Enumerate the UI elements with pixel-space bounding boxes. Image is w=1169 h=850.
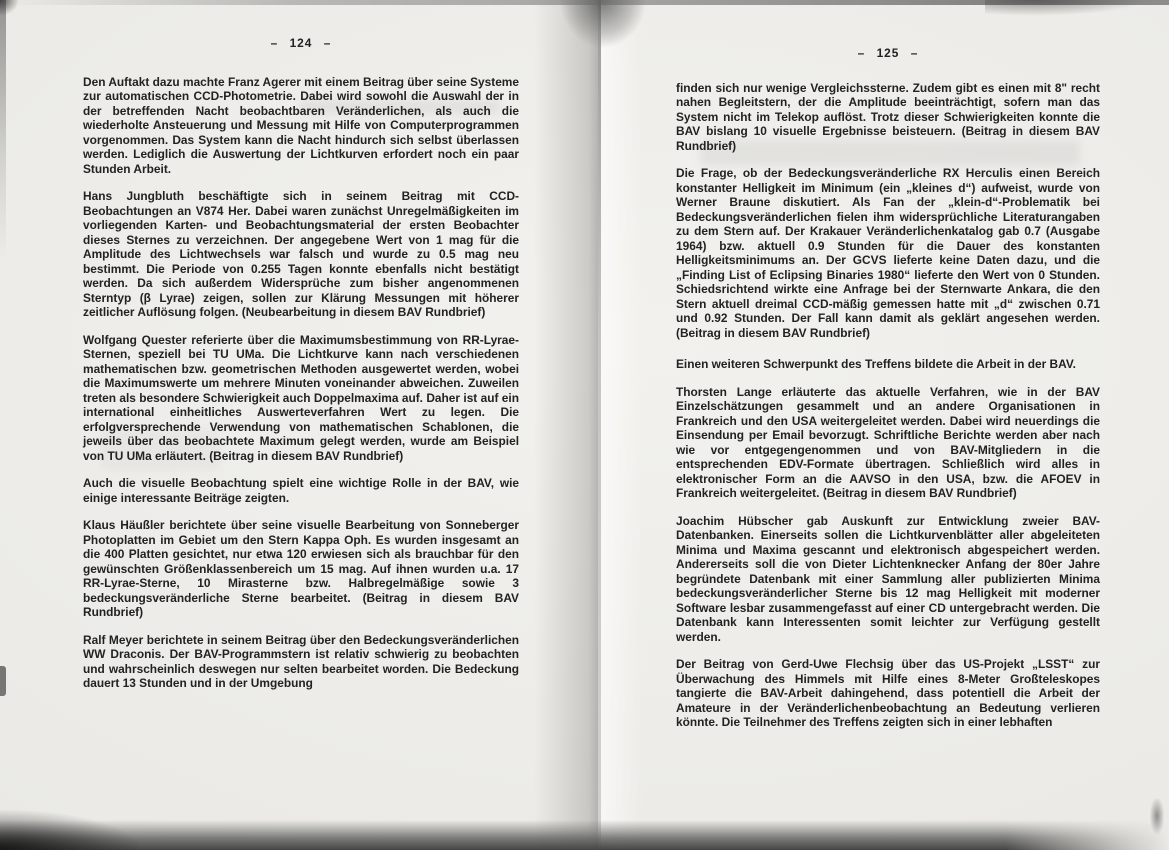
paragraph: Die Frage, ob der Bedeckungsveränderliche RX Herculis einen Bereich konstanter Helligkeit im Minimum (ein „kleines d“) aufweist, wurde von Werner Braune diskutiert. Als Fan der „klein-d“-Problematik bei Bedeckungsveränderlichen fielen ihm widersprüchliche Literaturangaben zu dem Stern auf. Der Krakauer Veränderlichenkatalog gab 0.7 (Ausgabe 1964) bzw. aktuell 0.9 Stunden für die Dauer des konstanten Helligkeitsminimums an. Der GCVS lieferte keine Daten dazu, und die „Finding List of Eclipsing Binaries 1980“ lieferte den Wert von 0 Stunden. Schiedsrichtend wirkte eine Anfrage bei der Sternwarte Ankara, die den Stern aktuell dreimal CCD-mäßig gemessen hatte mit „d“ zwischen 0.71 und 0.92 Stunden. Der Fall kann damit als geklärt angesehen werden. (Beitrag in diesem BAV Rundbrief)	[676, 166, 1100, 340]
paragraph: Einen weiteren Schwerpunkt des Treffens bildete die Arbeit in der BAV.	[676, 357, 1076, 371]
left-edge-notch	[0, 666, 6, 696]
paragraph: Joachim Hübscher gab Auskunft zur Entwicklung zweier BAV-Datenbanken. Einerseits sollen die Lichtkurvenblätter aller abgeleiteten Minima und Maxima gescannt und elektronisch abgespeichert werden. Andererseits soll die von Dieter Lichtenknecker Anfang der 80er Jahre begründete Datenbank mit einer Sammlung aller publizierten Minima bedeckungsveränderlicher Sterne bis 12 mag Helligkeit mit moderner Software lesbar zusammengefasst auf einer CD untergebracht werden. Die Datenbank kann Interessenten somit leichter zur Verfügung gestellt werden.	[676, 513, 1100, 644]
paragraph: Klaus Häußler berichtete über seine visuelle Bearbeitung von Sonneberger Photoplatten im Gebiet um den Stern Kappa Oph. Es wurden insgesamt an die 400 Platten gesichtet, nur etwa 120 erwiesen sich als brauchbar für den gewünschten Größenklassenbereich um 15 mag. Auf ihnen wurden u.a. 17 RR-Lyrae-Sterne, 10 Mirasterne bzw. Halbregelmäßige sowie 3 bedeckungsveränderliche Sterne bearbeitet. (Beitrag in diesem BAV Rundbrief)	[83, 518, 519, 619]
binding-shadow-top	[558, 0, 648, 60]
page-number-right: – 125 –	[857, 46, 919, 60]
paragraph: Auch die visuelle Beobachtung spielt eine wichtige Rolle in der BAV, wie einige interessante Beiträge zeigten.	[83, 476, 519, 505]
paragraph: Ralf Meyer berichtete in seinem Beitrag über den Bedeckungsveränderlichen WW Draconis. Der BAV-Programmstern ist relativ schwierig zu beobachten und wahrscheinlich deswegen nur selten bearbeitet worden. Die Bedeckung dauert 13 Stunden und in der Umgebung	[83, 632, 519, 690]
paragraph: Thorsten Lange erläuterte das aktuelle Verfahren, wie in der BAV Einzelschätzungen gesammelt und an andere Organisationen in Frankreich und den USA weitergeleitet werden. Dabei wird neuerdings die Einsendung per Email bevorzugt. Schriftliche Berichte werden aber nach wie vor entgegengenommen und von BAV-Mitgliedern in die entsprechenden EDV-Formate übertragen. Schließlich wird alles in elektronischer Form an die AAVSO in den USA, bzw. die AFOEV in Frankreich weitergeleitet. (Beitrag in diesem BAV Rundbrief)	[676, 384, 1100, 500]
gutter-highlight	[601, 0, 643, 850]
scan-edge-bottom	[0, 820, 1169, 850]
page-124	[83, 0, 519, 691]
paragraph: Den Auftakt dazu machte Franz Agerer mit einem Beitrag über seine Systeme zur automatischen CCD-Photometrie. Dabei wird sowohl die Auswahl der in der betreffenden Nacht beobachtbaren Veränderlichen, als auch die wiederholte Ansteuerung und Messung mit Hilfe von Computerprogrammen vorgenommen. Das System kann die Nacht hindurch sich selbst überlassen werden. Lediglich die Auswertung der Lichtkurven erfordert noch ein paar Stunden Arbeit.	[83, 74, 519, 176]
paragraph: Der Beitrag von Gerd-Uwe Flechsig über das US-Projekt „LSST“ zur Überwachung des Himmels mit Hilfe eines 8-Meter Großteleskopes tangierte die BAV-Arbeit dahingehend, dass potentiell die Arbeit der Amateure in der Veränderlichenbeobachtung an Bedeutung verlieren könnte. Die Teilnehmer des Treffens zeigten sich in einer lebhaften	[676, 657, 1100, 729]
paragraph: Hans Jungbluth beschäftigte sich in seinem Beitrag mit CCD-Beobachtungen an V874 Her. Dabei waren zunächst Unregelmäßigkeiten im vorliegenden Karten- und Beobachtungsmaterial der ersten Beobachter dieses Sternes zu verzeichnen. Der angegebene Wert von 1 mag für die Amplitude des Lichtwechsels war falsch und wurde zu 0.5 mag neu bestimmt. Die Periode von 0.255 Tagen konnte ebenfalls nicht bestätigt werden. Da sich außerdem Widersprüche zum bisher angenommenen Sterntyp (β Lyrae) zeigen, sollen zur Klärung Messungen mit höherer zeitlicher Auflösung folgen. (Neubearbeitung in diesem BAV Rundbrief)	[83, 189, 519, 319]
scan-corner-bottom-left	[0, 810, 140, 850]
gutter-shadow	[534, 0, 598, 850]
paragraph: Wolfgang Quester referierte über die Maximumsbestimmung von RR-Lyrae-Sternen, speziell bei TU UMa. Die Lichtkurve kann nach verschiedenen mathematischen bzw. geometrischen Methoden ausgewertet werden, wobei die Maximumswerte um mehrere Minuten voneinander abweichen. Zuweilen treten als besondere Schwierigkeit auch Doppelmaxima auf. Daher ist auf ein international einheitliches Auswerteverfahren Wert zu legen. Die erfolgversprechende Verwendung von mathematischen Schablonen, die jeweils über das beobachtete Maximum gelegt werden, wurde am Beispiel von TU UMa erläutert. (Beitrag in diesem BAV Rundbrief)	[83, 332, 519, 463]
page-number-left: – 124 –	[270, 36, 332, 50]
page-125	[676, 0, 1100, 730]
paragraph: finden sich nur wenige Vergleichssterne. Zudem gibt es einen mit 8" recht nahen Begleitstern, der die Amplitude beeinträchtigt, sofern man das System nicht im Telekop auflöst. Trotz dieser Schwierigkeiten konnte die BAV bislang 10 visuelle Ergebnisse beisteuern. (Beitrag in diesem BAV Rundbrief)	[676, 80, 1100, 153]
scan-edge-left	[0, 0, 6, 260]
